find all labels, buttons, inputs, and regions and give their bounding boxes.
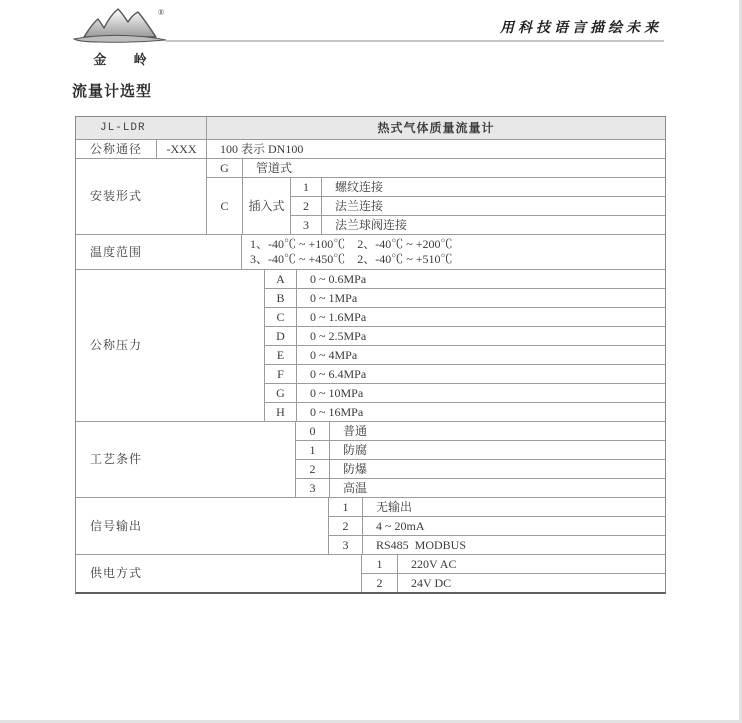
option-code: 2: [303, 198, 309, 213]
process-section: [76, 421, 665, 497]
pressure-option-row: [265, 326, 665, 345]
insertion-options: [290, 178, 665, 234]
temperature-row: [76, 234, 665, 269]
process-option-row: [296, 459, 665, 478]
power-option-row: [362, 573, 665, 592]
option-name: 普通: [329, 422, 665, 440]
insertion-option-row: [291, 215, 665, 234]
nominal-diameter-desc: 100 表示 DN100: [206, 140, 665, 158]
power-option-row: [362, 555, 665, 573]
option-code: C: [276, 309, 285, 324]
option-code: 1: [342, 499, 349, 514]
pressure-options: [264, 270, 665, 421]
option-code: 0: [309, 423, 316, 438]
insertion-option-row: [291, 178, 665, 196]
option-name: 法兰连接: [321, 197, 665, 215]
option-name: 高温: [329, 479, 665, 497]
header-slogan: 用科技语言描绘未来: [500, 21, 662, 36]
option-code: 1: [309, 442, 316, 457]
power-section: [76, 554, 665, 592]
process-option-row: [296, 478, 665, 497]
pipeline-row: [207, 159, 665, 177]
option-code: 2: [309, 461, 316, 476]
option-code: 1: [303, 179, 309, 194]
option-code: 2: [376, 575, 383, 590]
option-code: D: [276, 328, 285, 343]
brand-name: 金 岭: [93, 52, 159, 67]
signal-option-row: [329, 516, 665, 535]
option-name: 220V AC: [397, 555, 665, 573]
pipeline-name: 管道式: [242, 159, 665, 177]
pressure-option-row: [265, 402, 665, 421]
table-header-row: [76, 117, 665, 139]
signal-option-row: [329, 498, 665, 516]
option-name: 0 ~ 4MPa: [296, 346, 665, 364]
pressure-option-row: [265, 345, 665, 364]
nominal-diameter-row: [76, 139, 665, 158]
process-options: [295, 422, 665, 497]
installation-body: [206, 159, 665, 234]
pressure-option-row: [265, 383, 665, 402]
process-label: 工艺条件: [90, 452, 143, 466]
pressure-option-row: [265, 364, 665, 383]
brand-logo: [70, 6, 170, 68]
option-name: 0 ~ 2.5MPa: [296, 327, 665, 345]
option-code: G: [276, 385, 285, 400]
option-code: B: [276, 290, 285, 305]
option-code: 3: [303, 217, 309, 232]
option-code: 3: [342, 537, 349, 552]
option-name: 24V DC: [397, 574, 665, 592]
option-code: 2: [342, 518, 349, 533]
signal-section: [76, 497, 665, 554]
model-code: JL-LDR: [100, 121, 146, 134]
nominal-diameter-label: 公称通径: [90, 141, 143, 156]
option-name: 0 ~ 16MPa: [296, 403, 665, 421]
power-options: [361, 555, 665, 592]
insertion-option-row: [291, 196, 665, 215]
signal-option-row: [329, 535, 665, 554]
mountain-logo-icon: [72, 6, 168, 46]
option-name: 防腐: [329, 441, 665, 459]
installation-section: [76, 158, 665, 234]
temperature-label: 温度范围: [90, 244, 143, 259]
option-code: F: [277, 366, 284, 381]
pressure-section: [76, 269, 665, 421]
installation-label: 安装形式: [90, 189, 143, 203]
process-option-row: [296, 440, 665, 459]
pipeline-code: G: [220, 160, 229, 175]
option-name: 0 ~ 1MPa: [296, 289, 665, 307]
option-name: 0 ~ 0.6MPa: [296, 270, 665, 288]
pressure-option-row: [265, 288, 665, 307]
insertion-code: C: [220, 198, 229, 213]
pressure-label: 公称压力: [90, 338, 143, 352]
nominal-diameter-code: -XXX: [156, 140, 206, 158]
header-divider: [166, 40, 664, 42]
option-code: H: [276, 404, 285, 419]
pressure-option-row: [265, 270, 665, 288]
process-option-row: [296, 422, 665, 440]
option-code: 1: [376, 556, 383, 571]
temperature-line-1: 1、-40℃ ~ +100℃ 2、-40℃ ~ +200℃: [250, 237, 453, 251]
insertion-name: 插入式: [242, 178, 290, 234]
option-name: 无输出: [362, 498, 665, 516]
option-code: A: [276, 271, 285, 286]
option-name: 4 ~ 20mA: [362, 517, 665, 535]
option-name: 螺纹连接: [321, 178, 665, 196]
signal-label: 信号输出: [90, 518, 143, 533]
option-name: 防爆: [329, 460, 665, 478]
option-name: 0 ~ 10MPa: [296, 384, 665, 402]
model-name: 热式气体质量流量计: [206, 117, 665, 139]
option-name: 0 ~ 1.6MPa: [296, 308, 665, 326]
option-name: RS485 MODBUS: [362, 536, 665, 554]
temperature-values: [241, 235, 665, 269]
power-label: 供电方式: [90, 566, 143, 580]
registered-mark: ®: [158, 8, 165, 17]
page-title: 流量计选型: [72, 83, 153, 100]
selection-table: [75, 116, 666, 594]
temperature-line-2: 3、-40℃ ~ +450℃ 2、-40℃ ~ +510℃: [250, 252, 453, 266]
option-name: 法兰球阀连接: [321, 216, 665, 234]
insertion-row: [207, 177, 665, 234]
option-name: 0 ~ 6.4MPa: [296, 365, 665, 383]
option-code: E: [276, 347, 285, 362]
signal-options: [328, 498, 665, 554]
option-code: 3: [309, 480, 316, 495]
pressure-option-row: [265, 307, 665, 326]
